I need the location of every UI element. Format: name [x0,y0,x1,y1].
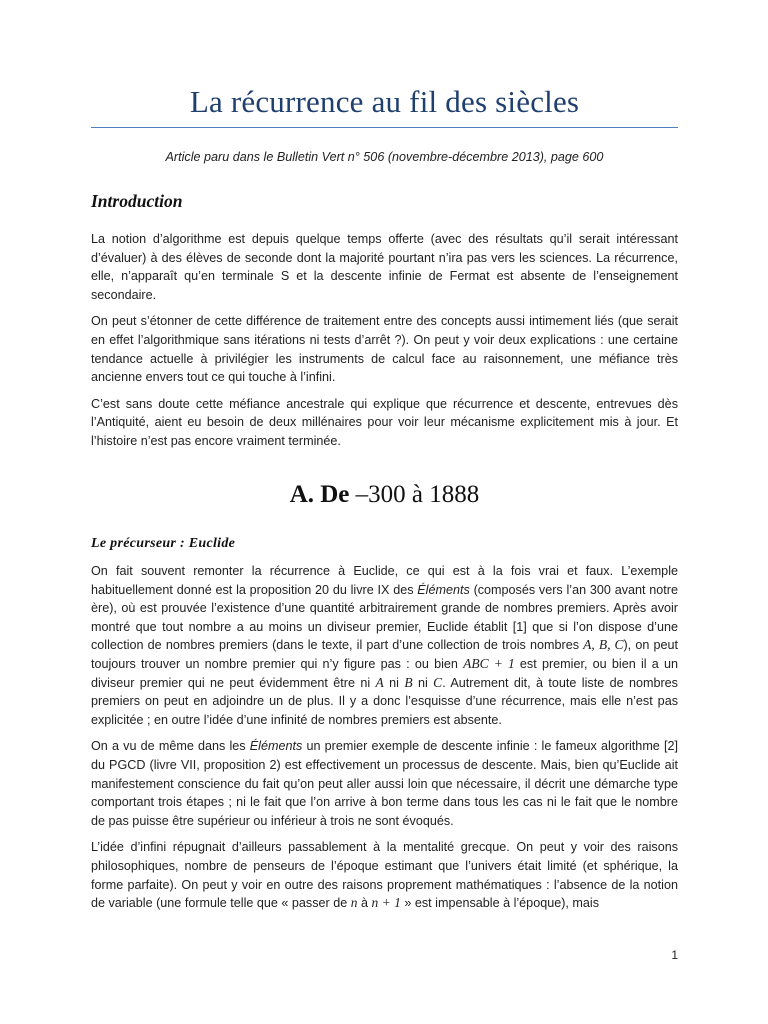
text-run: » est impensable à l’époque), mais [400,896,599,911]
text-run: . Autrement dit, à toute liste de nombres premiers on peut en adjoindre un de plus. Il y a donc l’esquisse d’une récurrence, mais elle n’est pas explicitée ; en outre l’idée d’une infinité de nombres premiers est absente. [91,675,678,727]
document-title: La récurrence au fil des siècles [189,84,580,119]
text-run: ni [412,675,434,690]
title-underline [91,127,678,128]
euclide-paragraph-2 [91,737,678,830]
text-run: à [357,896,372,911]
math-abc: A, B, C [583,637,624,653]
intro-paragraph-3: C’est sans doute cette méfiance ancestrale qui explique que récurrence et descente, entrevues dès l’Antiquité, aient eu besoin de deux millénaires pour voir leur mécanisme explicitement mis à jour. Et l’histoire n’est pas encore vraiment terminée. [91,396,678,448]
text-run: (composés vers l’an 300 avant notre ère), où est prouvée l’existence d’une quantité arbitrairement grande de nombres premiers. Après avoir montré que tout nombre a au moins un diviseur premier, Euclide établit [1] que si l’on dispose d’une collection de nombres premiers (dans le texte, il part d’une collection de trois nombres [91,582,678,653]
text-run: On a vu de même dans les [91,739,250,754]
text-run: ), on peut toujours trouver un nombre premier qui n’y figure pas : ou bien [91,638,679,671]
intro-paragraph-1: La notion d’algorithme est depuis quelque temps offerte (avec des résultats qu’il serait intéressant d’évaluer) à des élèves de seconde dont la majorité pourtant n’ira pas vers les sciences. La récurrence, elle, n’apparaît qu’en terminale S et la descente infinie de Fermat est absente de l’enseignement secondaire. [91,232,678,302]
euclide-paragraph-1 [91,562,678,729]
section-a-prefix: A. De [289,481,350,508]
page-number: 1 [671,948,678,962]
math-c: C [433,674,443,690]
section-a-range: –300 à 1888 [355,481,480,508]
math-b: B [404,674,413,690]
euclide-paragraph-3 [91,838,678,912]
euclide-body [91,562,678,921]
introduction-body [91,230,678,459]
text-run: ni [383,675,405,690]
introduction-heading: Introduction [91,191,183,211]
text-run: un premier exemple de descente infinie : le fameux algorithme [2] du PGCD (livre VII, proposition 2) est effectivement un processus de descente. Mais, bien qu’Euclide ait manifestement conscience du fait qu’on peut aller aussi loin que nécessaire, il décrit une démarche type comportant trois étapes ; ni le fait que l’on arrive à bon terme dans tous les cas ni le fait que le nombre de pas puisse être supérieur ou inférieur à trois ne sont évoqués. [91,739,678,828]
math-abc-plus-1: ABC + 1 [463,655,515,671]
text-run: On fait souvent remonter la récurrence à Euclide, ce qui est à la fois vrai et faux. L’exemple habituellement donné est la proposition 20 du livre IX des [91,564,678,597]
publication-note: Article paru dans le Bulletin Vert n° 506 (novembre-décembre 2013), page 600 [165,150,604,164]
section-a-heading [91,481,678,509]
elements-italic: Éléments [417,582,470,597]
text-run: est premier, ou bien il a un diviseur premier qui ne peut évidemment être ni [91,656,678,690]
math-n: n [350,895,358,911]
math-a: A [375,674,384,690]
text-run: L’idée d’infini répugnait d’ailleurs passablement à la mentalité grecque. On peut y voir des raisons philosophiques, nombre de penseurs de l’époque estimant que l’univers était limité (et sphérique, la forme parfaite). On peut y voir en outre des raisons proprement mathématiques : l’absence de la notion de variable (une formule telle que « passer de [91,840,678,911]
elements-italic: Éléments [249,739,303,754]
euclide-heading: Le précurseur : Euclide [91,536,236,551]
math-n-plus-1: n + 1 [371,895,401,911]
intro-paragraph-2: On peut s’étonner de cette différence de traitement entre des concepts aussi intimement liés (que serait en effet l’algorithmique sans itérations ni tests d’arrêt ?). On peut y voir deux explications : une certaine tendance actuelle à privilégier les instruments de calcul face au raisonnement, une méfiance très ancienne envers tout ce qui touche à l’infini. [91,314,678,385]
